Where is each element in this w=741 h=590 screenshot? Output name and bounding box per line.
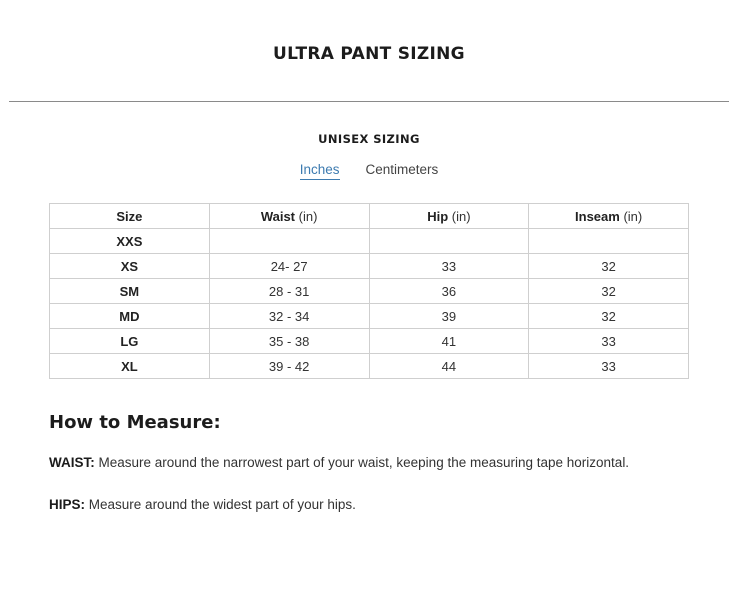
- waist-cell: 24- 27: [209, 254, 369, 279]
- inseam-cell: 32: [529, 254, 689, 279]
- header-inseam: [529, 204, 689, 229]
- inseam-cell: 33: [529, 354, 689, 379]
- hips-instruction-text: Measure around the widest part of your hips.: [88, 497, 356, 512]
- table-row: [50, 229, 689, 254]
- hip-cell: 39: [369, 304, 529, 329]
- waist-instruction-label: WAIST:: [49, 455, 95, 470]
- inseam-cell: [529, 229, 689, 254]
- hips-instruction: [49, 497, 356, 512]
- waist-cell: 35 - 38: [209, 329, 369, 354]
- waist-instruction: [49, 455, 629, 470]
- table-row: [50, 254, 689, 279]
- header-hip-unit: (in): [451, 208, 471, 224]
- tab-inches[interactable]: Inches: [300, 162, 340, 180]
- header-size: [50, 204, 210, 229]
- hip-cell: 41: [369, 329, 529, 354]
- unit-tabs: [0, 162, 738, 180]
- header-hip-label: Hip: [427, 208, 449, 224]
- tab-centimeters[interactable]: Centimeters: [365, 162, 439, 177]
- table-header-row: [50, 204, 689, 229]
- header-hip: [369, 204, 529, 229]
- hip-cell: 33: [369, 254, 529, 279]
- header-inseam-label: Inseam: [575, 208, 620, 224]
- table-row: [50, 329, 689, 354]
- section-title: UNISEX SIZING: [318, 132, 420, 146]
- header-size-label: Size: [116, 208, 143, 224]
- table-row: [50, 304, 689, 329]
- size-cell: XS: [50, 254, 210, 279]
- hip-cell: 44: [369, 354, 529, 379]
- header-waist-unit: (in): [298, 208, 318, 224]
- header-waist: [209, 204, 369, 229]
- how-to-measure-heading: How to Measure:: [49, 412, 221, 433]
- hips-instruction-label: HIPS:: [49, 497, 86, 512]
- waist-cell: 32 - 34: [209, 304, 369, 329]
- size-cell: MD: [50, 304, 210, 329]
- header-waist-label: Waist: [260, 208, 296, 224]
- size-cell: XL: [50, 354, 210, 379]
- inseam-cell: 33: [529, 329, 689, 354]
- size-cell: XXS: [50, 229, 210, 254]
- size-chart-table: [49, 203, 689, 379]
- hip-cell: [369, 229, 529, 254]
- size-cell: LG: [50, 329, 210, 354]
- table-row: [50, 354, 689, 379]
- page-title: ULTRA PANT SIZING: [273, 44, 465, 64]
- inseam-cell: 32: [529, 304, 689, 329]
- inseam-cell: 32: [529, 279, 689, 304]
- waist-cell: 39 - 42: [209, 354, 369, 379]
- waist-cell: [209, 229, 369, 254]
- size-cell: SM: [50, 279, 210, 304]
- hip-cell: 36: [369, 279, 529, 304]
- table-row: [50, 279, 689, 304]
- title-divider: [9, 101, 729, 102]
- waist-instruction-text: Measure around the narrowest part of your waist, keeping the measuring tape horizontal.: [98, 455, 630, 470]
- header-inseam-unit: (in): [623, 208, 643, 224]
- waist-cell: 28 - 31: [209, 279, 369, 304]
